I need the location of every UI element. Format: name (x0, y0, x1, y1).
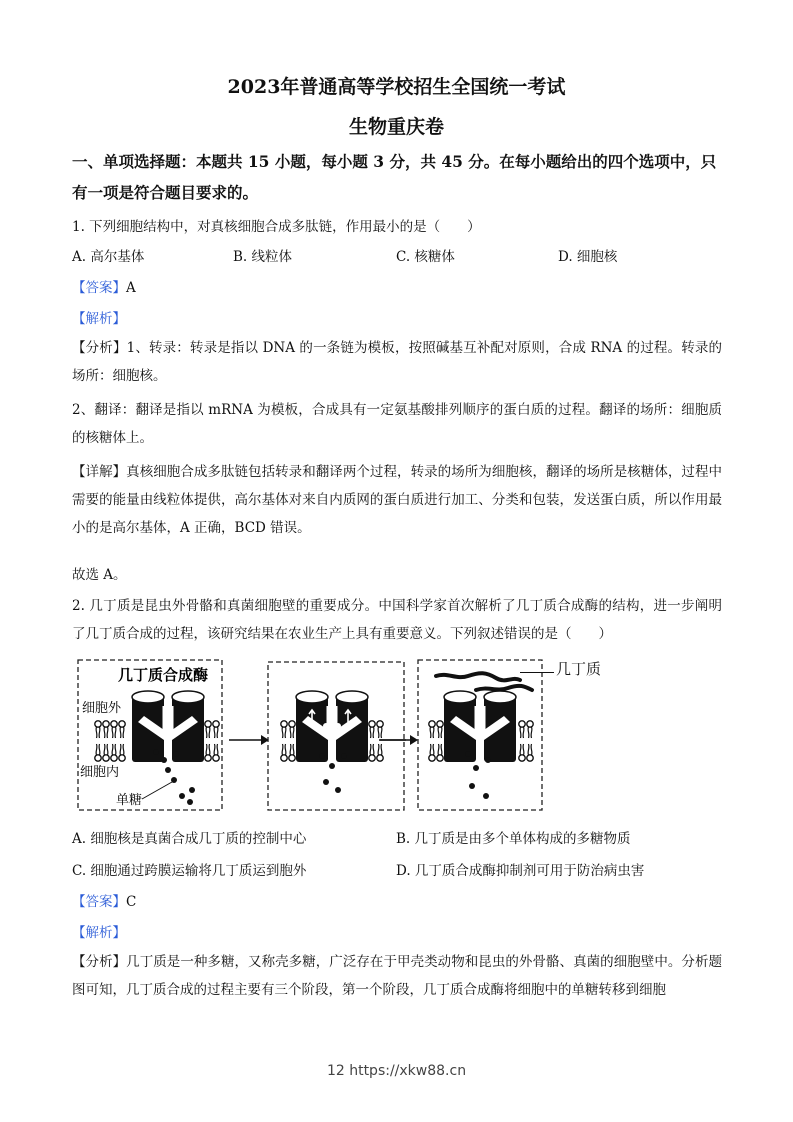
answer-tag: 【答案】 (72, 894, 126, 910)
section-heading-line1: 一、单项选择题：本题共 15 小题，每小题 3 分，共 45 分。在每小题给出的四个选项中，只 (72, 152, 717, 171)
q1-fenxi-2: 2、翻译：翻译是指以 mRNA 为模板，合成具有一定氨基酸排列顺序的蛋白质的过程。翻译的场所：细胞质的核糖体上。 (72, 402, 722, 446)
page-footer: 12 https://xkw88.cn (326, 1063, 467, 1079)
detail-text: 真核细胞合成多肽链包括转录和翻译两个过程，转录的场所为细胞核，翻译的场所是核糖体，过程中需要的能量由线粒体提供，高尔基体对来自内质网的蛋白质进行加工、分类和包装，发送蛋白质，所以作用最小的是高尔基体，A 正确，BCD 错误。 (72, 464, 723, 536)
q2-stem: 2. 几丁质是昆虫外骨骼和真菌细胞壁的重要成分。中国科学家首次解析了几丁质合成酶的结构，进一步阐明了几丁质合成的过程，该研究结果在农业生产上具有重要意义。下列叙述错误的是（ ） (72, 598, 722, 642)
chitin-pointer-line (520, 672, 554, 673)
inside-label: 细胞内 (80, 765, 120, 780)
outside-label: 细胞外 (82, 701, 122, 716)
q1-answer (72, 276, 136, 296)
fenxi-text: 几丁质是一种多糖，又称壳多糖，广泛存在于甲壳类动物和昆虫的外骨骼、真菌的细胞壁中。分析题图可知，几丁质合成的过程主要有三个阶段，第一个阶段，几丁质合成酶将细胞中的单糖转移到细胞 (72, 954, 723, 998)
q2-option-a: A. 细胞核是真菌合成几丁质的控制中心 (72, 831, 307, 847)
q1-fenxi-1 (72, 334, 722, 390)
q1-option-c: C. 核糖体 (396, 249, 455, 265)
fenxi-tag: 【分析】 (72, 954, 127, 970)
answer-value: C (126, 894, 137, 910)
q1-option-b: B. 线粒体 (233, 249, 293, 265)
q2-option-c: C. 细胞通过跨膜运输将几丁质运到胞外 (72, 863, 307, 879)
detail-tag: 【详解】 (72, 464, 127, 480)
q1-conclusion: 故选 A。 (72, 567, 127, 583)
fenxi-text: 1、转录：转录是指以 DNA 的一条链为模板，按照碱基互补配对原则，合成 RNA 的过程。转录的场所：细胞核。 (72, 340, 722, 384)
enzyme-label: 几丁质合成酶 (118, 666, 209, 684)
figure-svg (76, 656, 546, 816)
q2-option-d: D. 几丁质合成酶抑制剂可用于防治病虫害 (396, 863, 645, 879)
sugar-label: 单糖 (116, 793, 143, 808)
q1-option-a: A. 高尔基体 (72, 249, 145, 265)
chitin-synthesis-figure (76, 656, 546, 816)
page-subtitle: 生物重庆卷 (348, 116, 444, 138)
section-heading-line2: 有一项是符合题目要求的。 (72, 183, 259, 202)
q2-answer (72, 890, 136, 910)
q2-option-b: B. 几丁质是由多个单体构成的多糖物质 (396, 831, 631, 847)
q1-detail (72, 458, 722, 542)
q1-stem: 1. 下列细胞结构中，对真核细胞合成多肽链，作用最小的是（ ） (72, 219, 481, 235)
answer-value: A (126, 280, 136, 296)
answer-tag: 【答案】 (72, 280, 126, 296)
fenxi-tag: 【分析】 (72, 340, 127, 356)
chitin-label: 几丁质 (556, 660, 602, 678)
q1-analysis-tag: 【解析】 (72, 311, 126, 327)
q2-fenxi (72, 948, 722, 1004)
page-title: 2023年普通高等学校招生全国统一考试 (227, 76, 566, 98)
q1-option-d: D. 细胞核 (558, 249, 618, 265)
q2-analysis-tag: 【解析】 (72, 925, 126, 941)
